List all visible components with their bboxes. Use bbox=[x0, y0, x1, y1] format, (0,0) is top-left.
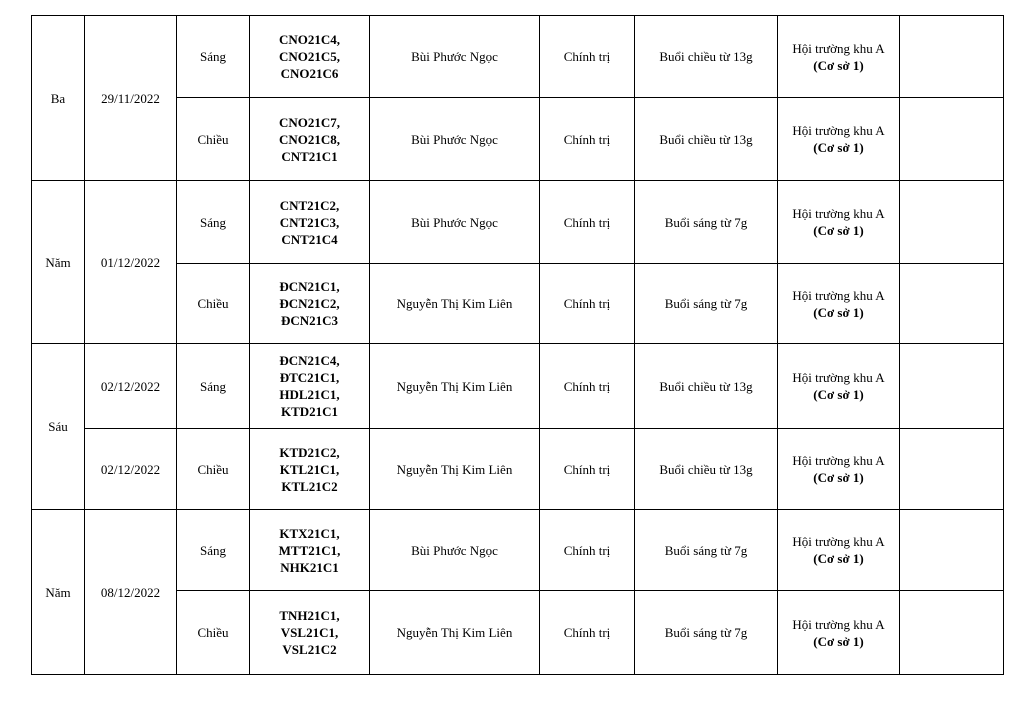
place-cell bbox=[778, 181, 900, 264]
campus-name: (Cơ sở 1) bbox=[813, 470, 864, 485]
lecturer-cell: Nguyễn Thị Kim Liên bbox=[370, 264, 540, 344]
class-code: ĐCN21C4, bbox=[279, 353, 340, 368]
class-code: CNO21C6 bbox=[280, 66, 339, 81]
place-cell bbox=[778, 510, 900, 591]
day-cell: Sáu bbox=[32, 344, 85, 510]
lecturer-cell: Bùi Phước Ngọc bbox=[370, 98, 540, 181]
campus-name: (Cơ sở 1) bbox=[813, 551, 864, 566]
campus-name: (Cơ sở 1) bbox=[813, 387, 864, 402]
class-code: ĐTC21C1, bbox=[279, 370, 340, 385]
time-cell: Buổi sáng từ 7g bbox=[635, 181, 778, 264]
session-cell: Sáng bbox=[177, 16, 250, 98]
class-code: KTL21C2 bbox=[281, 478, 338, 494]
class-code: CNO21C4, bbox=[278, 32, 341, 47]
class-code: KTD21C1 bbox=[280, 404, 339, 419]
day-cell: Ba bbox=[32, 16, 85, 181]
classes-cell bbox=[250, 16, 370, 98]
date-cell: 08/12/2022 bbox=[85, 510, 177, 675]
subject-cell: Chính trị bbox=[540, 16, 635, 98]
place-cell bbox=[778, 98, 900, 181]
table-row bbox=[32, 591, 1004, 675]
campus-name: (Cơ sở 1) bbox=[813, 140, 864, 155]
class-code: CNT21C1 bbox=[281, 148, 338, 164]
subject-cell: Chính trị bbox=[540, 344, 635, 429]
day-cell: Năm bbox=[32, 181, 85, 344]
date-cell: 02/12/2022 bbox=[85, 429, 177, 510]
place-name: Hội trường khu A bbox=[792, 453, 885, 468]
subject-cell: Chính trị bbox=[540, 510, 635, 591]
table-row bbox=[32, 264, 1004, 344]
class-code: NHK21C1 bbox=[280, 559, 339, 575]
place-cell bbox=[778, 344, 900, 429]
class-code: CNT21C4 bbox=[281, 231, 338, 247]
schedule-table bbox=[31, 15, 1004, 675]
place-name: Hội trường khu A bbox=[792, 534, 885, 549]
class-code: KTX21C1, bbox=[279, 525, 340, 541]
class-code: TNH21C1, bbox=[279, 608, 340, 623]
note-cell bbox=[900, 98, 1004, 181]
place-name: Hội trường khu A bbox=[792, 206, 885, 221]
class-code: CNO21C5, bbox=[278, 49, 341, 64]
time-cell: Buổi sáng từ 7g bbox=[635, 591, 778, 675]
time-cell: Buổi chiều từ 13g bbox=[635, 98, 778, 181]
note-cell bbox=[900, 429, 1004, 510]
place-name: Hội trường khu A bbox=[792, 123, 885, 138]
date-cell: 29/11/2022 bbox=[85, 16, 177, 181]
time-cell: Buổi sáng từ 7g bbox=[635, 264, 778, 344]
table-row bbox=[32, 98, 1004, 181]
session-cell: Sáng bbox=[177, 510, 250, 591]
class-code: ĐCN21C3 bbox=[280, 313, 339, 328]
class-code: VSL21C2 bbox=[282, 642, 337, 657]
lecturer-cell: Bùi Phước Ngọc bbox=[370, 510, 540, 591]
class-code: HDL21C1, bbox=[279, 387, 340, 402]
subject-cell: Chính trị bbox=[540, 264, 635, 344]
class-code: CNT21C3, bbox=[279, 214, 340, 230]
session-cell: Chiều bbox=[177, 264, 250, 344]
subject-cell: Chính trị bbox=[540, 429, 635, 510]
subject-cell: Chính trị bbox=[540, 591, 635, 675]
classes-cell bbox=[250, 264, 370, 344]
classes-cell bbox=[250, 591, 370, 675]
note-cell bbox=[900, 181, 1004, 264]
session-cell: Chiều bbox=[177, 429, 250, 510]
session-cell: Sáng bbox=[177, 344, 250, 429]
note-cell bbox=[900, 510, 1004, 591]
table-row bbox=[32, 429, 1004, 510]
campus-name: (Cơ sở 1) bbox=[813, 633, 864, 649]
place-name: Hội trường khu A bbox=[792, 370, 885, 385]
table-row bbox=[32, 181, 1004, 264]
lecturer-cell: Nguyễn Thị Kim Liên bbox=[370, 591, 540, 675]
note-cell bbox=[900, 264, 1004, 344]
place-cell bbox=[778, 429, 900, 510]
table-row bbox=[32, 510, 1004, 591]
place-name: Hội trường khu A bbox=[792, 40, 885, 56]
subject-cell: Chính trị bbox=[540, 181, 635, 264]
classes-cell bbox=[250, 98, 370, 181]
time-cell: Buổi chiều từ 13g bbox=[635, 344, 778, 429]
session-cell: Chiều bbox=[177, 591, 250, 675]
lecturer-cell: Bùi Phước Ngọc bbox=[370, 16, 540, 98]
class-code: VSL21C1, bbox=[280, 625, 339, 640]
place-name: Hội trường khu A bbox=[792, 616, 885, 632]
note-cell bbox=[900, 591, 1004, 675]
lecturer-cell: Bùi Phước Ngọc bbox=[370, 181, 540, 264]
class-code: KTD21C2, bbox=[279, 444, 340, 460]
class-code: ĐCN21C2, bbox=[279, 296, 340, 311]
campus-name: (Cơ sở 1) bbox=[813, 223, 864, 238]
table-row bbox=[32, 344, 1004, 429]
place-cell bbox=[778, 591, 900, 675]
note-cell bbox=[900, 16, 1004, 98]
subject-cell: Chính trị bbox=[540, 98, 635, 181]
lecturer-cell: Nguyễn Thị Kim Liên bbox=[370, 344, 540, 429]
place-cell bbox=[778, 264, 900, 344]
campus-name: (Cơ sở 1) bbox=[813, 304, 864, 320]
place-name: Hội trường khu A bbox=[792, 287, 885, 303]
classes-cell bbox=[250, 510, 370, 591]
day-cell: Năm bbox=[32, 510, 85, 675]
note-cell bbox=[900, 344, 1004, 429]
class-code: KTL21C1, bbox=[279, 461, 340, 477]
session-cell: Sáng bbox=[177, 181, 250, 264]
time-cell: Buổi sáng từ 7g bbox=[635, 510, 778, 591]
campus-name: (Cơ sở 1) bbox=[813, 57, 864, 73]
classes-cell bbox=[250, 181, 370, 264]
date-cell: 02/12/2022 bbox=[85, 344, 177, 429]
time-cell: Buổi chiều từ 13g bbox=[635, 429, 778, 510]
session-cell: Chiều bbox=[177, 98, 250, 181]
time-cell: Buổi chiều từ 13g bbox=[635, 16, 778, 98]
class-code: CNO21C7, bbox=[278, 114, 341, 130]
classes-cell bbox=[250, 429, 370, 510]
classes-cell bbox=[250, 344, 370, 429]
table-row bbox=[32, 16, 1004, 98]
class-code: CNO21C8, bbox=[278, 131, 341, 147]
place-cell bbox=[778, 16, 900, 98]
class-code: ĐCN21C1, bbox=[279, 279, 340, 294]
class-code: CNT21C2, bbox=[279, 197, 340, 213]
lecturer-cell: Nguyễn Thị Kim Liên bbox=[370, 429, 540, 510]
class-code: MTT21C1, bbox=[278, 542, 341, 558]
date-cell: 01/12/2022 bbox=[85, 181, 177, 344]
